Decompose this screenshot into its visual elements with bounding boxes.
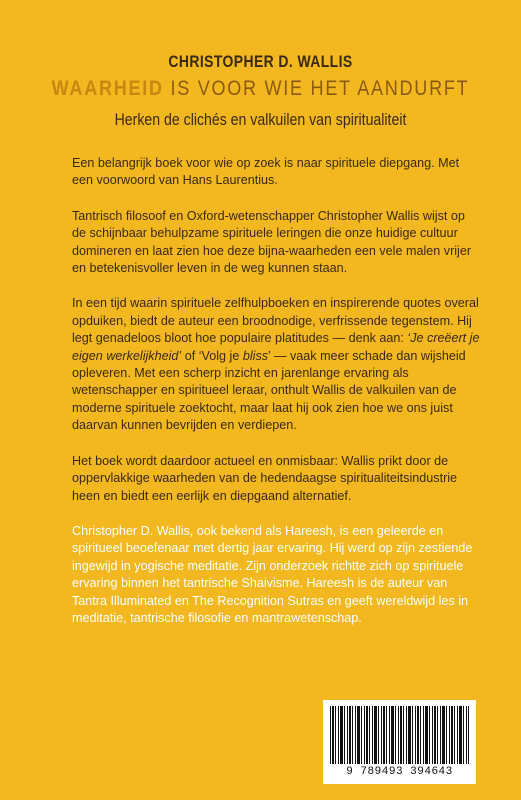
blurb-paragraph-author-thesis: Tantrisch filosoof en Oxford-wetenschapper Christopher Wallis wijst op de schijnbaar behulpzame spirituele leringen die onze huidige cultuur domineren en laat zien hoe deze bijna-waarheden een vele malen vrijer en betekenisvoller leven in de weg kunnen staan. <box>72 208 472 276</box>
blurb-p3-end: ’ — vaak meer schade dan wijsheid opleveren. Met een scherp inzicht en jarenlange ervaring als wetenschapper en spiritueel leraar, onthult Wallis de valkuilen van de moderne spirituele zoektocht, maar laat hij ook zien hoe we ons juist daarvan kunnen bevrijden en verdiepen. <box>72 348 466 433</box>
blurb-quote-reality: ‘Je creëert je eigen werkelijkheid’ <box>72 331 480 363</box>
title-rest: IS VOOR WIE HET AANDURFT <box>163 77 470 100</box>
book-subtitle: Herken de clichés en valkuilen van spiritualiteit <box>114 110 407 129</box>
title-accent-word: WAARHEID <box>51 77 164 100</box>
blurb-quote-bliss: bliss <box>242 348 269 363</box>
blurb-paragraph-platitudes <box>72 295 482 434</box>
blurb-p3-start: In een tijd waarin spirituele zelfhulpboeken en inspirerende quotes overal opduiken, biedt de auteur een broodnodige, verfrissende tegenstem. Hij legt genadeloos bloot hoe populaire platitudes — denk aan: <box>72 296 479 346</box>
author-bio: Christopher D. Wallis, ook bekend als Hareesh, is een geleerde en spiritueel beoefenaar met dertig jaar ervaring. Hij werd op zijn zestiende ingewijd in yogische meditatie. Zijn onderzoek richtte zich op spirituele ervaring binnen het tantrische Shaivisme. Hareesh is de auteur van Tantra Illuminated en The Recognition Sutras en geeft wereldwijd les in meditatie, tantrische filosofie en mantrawetenschap. <box>72 523 473 625</box>
blurb-paragraph-intro: Een belangrijk boek voor wie op zoek is naar spirituele diepgang. Met een voorwoord van Hans Laurentius. <box>72 156 460 188</box>
back-cover-blurb <box>72 155 482 645</box>
blurb-p3-middle: of ‘Volg je <box>181 348 243 363</box>
book-title <box>36 77 484 101</box>
isbn-digits: 9 789493 394643 <box>346 766 453 778</box>
barcode-bars <box>330 706 469 764</box>
isbn-barcode <box>323 700 476 784</box>
blurb-paragraph-conclusion: Het boek wordt daardoor actueel en onmisbaar: Wallis prikt door de oppervlakkige waarheden van de hedendaagse spiritualiteitsindustrie heen en biedt een eerlijk en diepgaand alternatief. <box>72 453 458 503</box>
author-name: CHRISTOPHER D. WALLIS <box>168 52 353 71</box>
